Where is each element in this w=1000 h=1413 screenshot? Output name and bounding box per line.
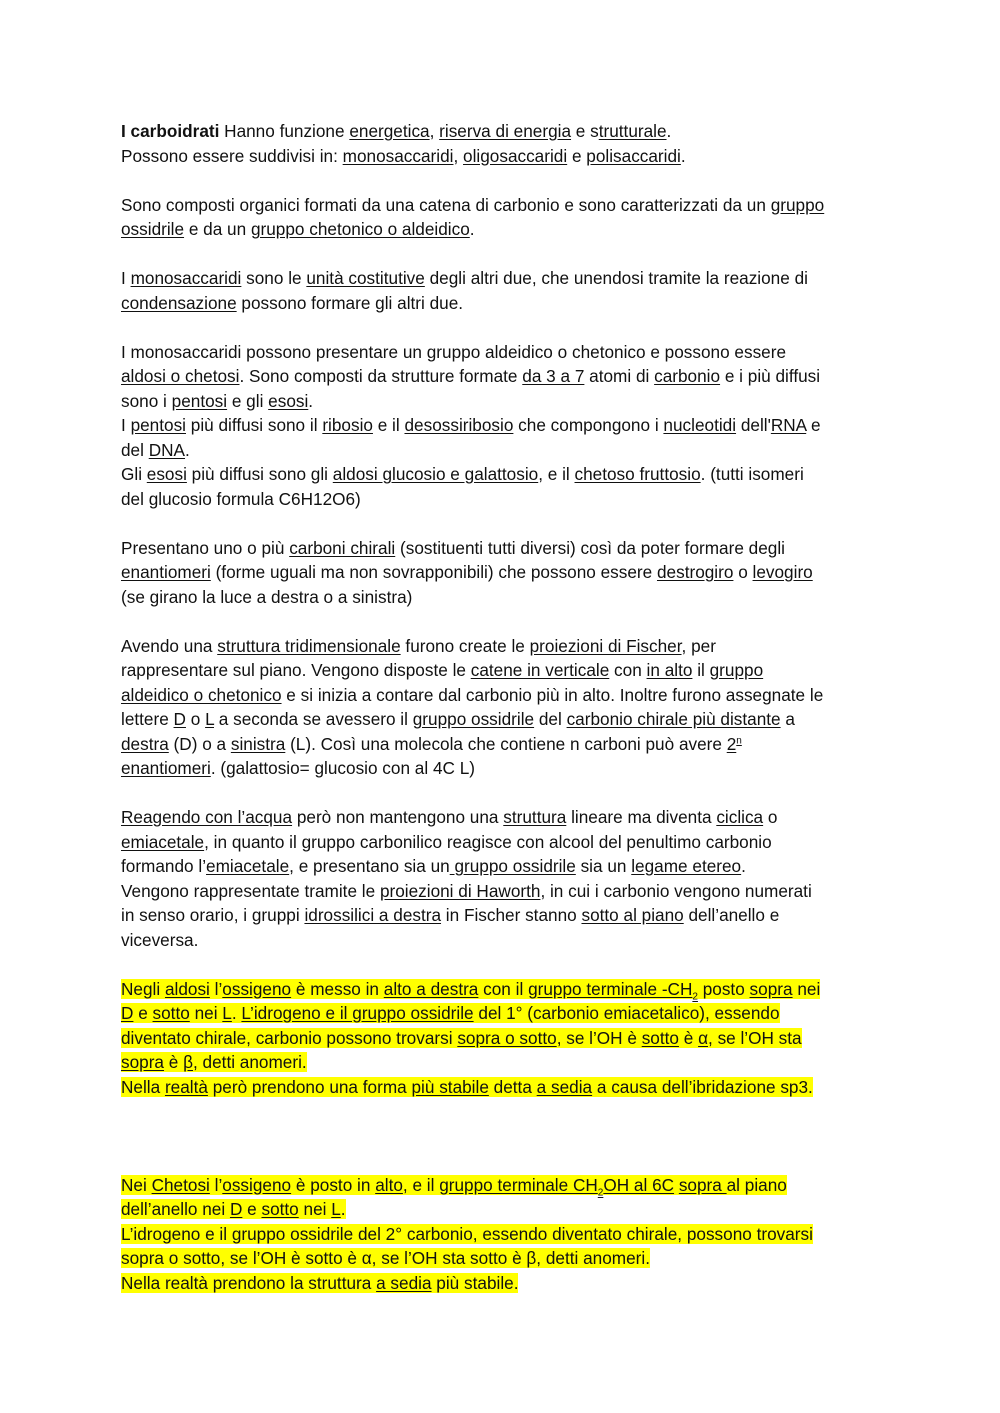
text-run: possono formare gli altri due. [236, 292, 464, 313]
underlined-term: riserva di energia [439, 121, 572, 141]
bold-heading: I carboidrati [121, 121, 220, 141]
text-line [121, 560, 891, 585]
underlined-term: α [698, 1027, 709, 1048]
text-run: lettere [121, 709, 174, 729]
underlined-term: a sedia [536, 1076, 593, 1097]
underlined-term: gruppo terminale CH [439, 1174, 598, 1195]
text-run: e [806, 415, 821, 435]
text-line [121, 977, 891, 1002]
text-run: l’ [209, 1174, 223, 1195]
text-run: Possono essere suddivisi in: [121, 145, 343, 166]
underlined-term: ossidrile [121, 219, 185, 239]
text-line [121, 364, 891, 389]
underlined-term: 2 [597, 1186, 604, 1198]
text-line [121, 879, 891, 904]
text-run: , in quanto il gruppo carbonilico reagisce con alcool del penultimo carbonio [204, 831, 772, 852]
text-run: a [780, 709, 795, 729]
text-run: e [567, 145, 587, 166]
underlined-term: gruppo chetonico o aldeidico [250, 219, 470, 239]
text-run: I [121, 415, 131, 435]
text-run: (sostituenti tutti diversi) così da poter formare degli [395, 537, 785, 558]
text-run: o [763, 807, 778, 827]
text-run: (forme uguali ma non sovrapponibili) che possono essere [210, 562, 657, 582]
underlined-term: L [222, 1003, 232, 1023]
text-run: , [429, 121, 440, 141]
underlined-term: oligosaccaridi [463, 145, 568, 166]
underlined-term: da 3 a 7 [522, 366, 585, 386]
text-run: , [453, 145, 464, 166]
text-run: formando l’ [121, 856, 207, 876]
text-run: e da un [184, 219, 251, 239]
underlined-term: esosi [146, 464, 187, 484]
underlined-term: sopra [121, 1052, 164, 1072]
paragraph-composti [121, 193, 891, 242]
text-line [121, 413, 891, 438]
text-run: l’ [209, 978, 223, 999]
text-line [121, 585, 891, 610]
text-line [121, 340, 891, 365]
text-run: , detti anomeri. [193, 1052, 307, 1072]
text-run: (D) o a [168, 733, 231, 754]
text-line [121, 462, 891, 487]
text-run: Nella [121, 1076, 165, 1097]
text-line [121, 193, 891, 218]
underlined-term: sotto [261, 1199, 299, 1219]
underlined-term: enantiomeri [121, 562, 211, 582]
text-run: posto [697, 978, 750, 999]
paragraph-aldosi [121, 977, 891, 1100]
underlined-term: desossiribosio [404, 415, 514, 435]
text-line [121, 805, 891, 830]
underlined-term: gruppo ossidrile [412, 709, 535, 729]
underlined-term: chetoso fruttosio [574, 464, 701, 484]
text-run: e si inizia a contare dal carbonio più in alto. Inoltre furono assegnate le [281, 684, 824, 705]
text-run: Presentano uno o più [121, 537, 290, 558]
underlined-term: gruppo [709, 660, 764, 680]
text-line [121, 1222, 891, 1247]
text-run: sia un [575, 856, 632, 876]
underlined-term: aldosi glucosio e galattosio [332, 464, 539, 484]
text-run: . [185, 439, 190, 460]
text-run: e [133, 1003, 153, 1023]
underlined-term: sopra o sotto [457, 1027, 557, 1048]
text-run: , e presentano sia un [289, 856, 450, 876]
underlined-term: L’idrogeno e il gruppo ossidrile [241, 1003, 474, 1023]
text-run: . [680, 145, 686, 166]
underlined-term: aldosi o chetosi [121, 366, 240, 386]
text-run: è messo in [291, 978, 384, 999]
text-run: , per [681, 635, 716, 656]
underlined-term: DNA [148, 439, 186, 460]
text-run: del [534, 709, 567, 729]
text-run: (L). Così una molecola che contiene n carboni può avere [285, 733, 727, 754]
underlined-term: proiezioni di Fischer [529, 635, 682, 656]
underlined-term: catene in verticale [470, 660, 610, 680]
text-line [121, 119, 891, 144]
underlined-term: sopra [749, 978, 793, 999]
text-run: più stabile. [431, 1272, 519, 1293]
underlined-term: condensazione [121, 292, 237, 313]
text-line [121, 1271, 891, 1296]
underlined-term: β [183, 1052, 193, 1072]
underlined-term: destrogiro [656, 562, 734, 582]
underlined-term: carbonio [654, 366, 721, 386]
underlined-term: unità costitutive [306, 268, 425, 288]
underlined-term: destra [121, 733, 169, 754]
text-run: . (galattosio= glucosio con al 4C L) [210, 758, 475, 778]
text-run: (se girano la luce a destra o a sinistra) [121, 586, 413, 607]
text-line [121, 389, 891, 414]
underlined-term: aldeidico o chetonico [121, 684, 282, 705]
underlined-term: proiezioni di Haworth [379, 880, 541, 901]
paragraph-chirali [121, 536, 891, 610]
text-run: lineare ma diventa [566, 807, 717, 827]
text-line [121, 217, 891, 242]
text-run: dell’anello e [683, 905, 780, 925]
text-run: viceversa. [121, 929, 199, 950]
text-run: nei [189, 1003, 223, 1023]
underlined-term: Reagendo con l’acqua [121, 807, 293, 827]
text-run: L’idrogeno e il gruppo ossidrile del 2° carbonio, essendo diventato chirale, possono trovarsi [121, 1223, 813, 1244]
underlined-term: carbonio chirale più distante [566, 709, 781, 729]
paragraph-haworth [121, 805, 891, 952]
text-run: detta [488, 1076, 537, 1097]
text-run: Vengono rappresentate tramite le [121, 880, 380, 901]
underlined-term: in alto [646, 660, 693, 680]
text-line [121, 1026, 891, 1051]
underlined-term: D [173, 709, 186, 729]
underlined-term: idrossilici a destra [304, 905, 442, 925]
underlined-term: n [736, 734, 742, 746]
underlined-term: ribosio [322, 415, 373, 435]
text-line [121, 438, 891, 463]
underlined-term: esosi [268, 390, 309, 411]
underlined-term: emiacetale [206, 856, 290, 876]
text-run: e il [372, 415, 405, 435]
text-line [121, 732, 891, 757]
text-run: , in cui i carbonio vengono numerati [540, 880, 812, 901]
text-line [121, 634, 891, 659]
paragraph-monosaccaridi-unita [121, 266, 891, 315]
text-line [121, 536, 891, 561]
underlined-term: a sedia [376, 1272, 432, 1293]
text-run: . Sono composti da strutture formate [239, 366, 523, 386]
text-run: è [164, 1052, 184, 1072]
text-line [121, 683, 891, 708]
text-line [121, 1050, 891, 1075]
text-line [121, 1001, 891, 1026]
underlined-term: monosaccaridi [342, 145, 454, 166]
underlined-term: pentosi [171, 390, 228, 411]
text-run: in senso orario, i gruppi [121, 905, 305, 925]
underlined-term: D [121, 1003, 134, 1023]
text-run: sono le [241, 268, 307, 288]
text-run: . [308, 390, 314, 411]
text-run: Nella realtà prendono la struttura [121, 1272, 377, 1293]
text-line [121, 756, 891, 781]
underlined-term: trutturale [598, 121, 667, 141]
text-line [121, 903, 891, 928]
underlined-term: struttura tridimensionale [217, 635, 401, 656]
document-page [121, 119, 891, 1320]
text-run: . [741, 856, 746, 876]
text-line [121, 1246, 891, 1271]
underlined-term: sotto [641, 1027, 679, 1048]
text-run: diventato chirale, carbonio possono trovarsi [121, 1027, 458, 1048]
text-line [121, 1173, 891, 1198]
underlined-term: legame etereo [631, 856, 742, 876]
text-run: I [121, 268, 131, 288]
underlined-term: D [229, 1199, 243, 1219]
underlined-term: energetica [349, 121, 430, 141]
text-run: Avendo una [121, 635, 218, 656]
paragraph-intro [121, 119, 891, 168]
underlined-term: enantiomeri [121, 758, 211, 778]
text-run: Nei [121, 1174, 152, 1195]
underlined-term: alto [375, 1174, 403, 1195]
text-run: del glucosio formula C6H12O6) [121, 488, 361, 509]
text-run: e gli [227, 390, 269, 411]
text-line [121, 854, 891, 879]
text-run: nei [298, 1199, 332, 1219]
text-run: sopra o sotto, se l’OH è sotto è α, se l’OH sta sotto è β, detti anomeri. [121, 1248, 650, 1268]
text-run: a seconda se avessero il [214, 709, 413, 729]
text-run: però non mantengono una [292, 807, 504, 827]
underlined-term: realtà [164, 1076, 208, 1097]
text-run: dell’anello nei [121, 1199, 230, 1219]
text-run: in Fischer stanno [441, 905, 582, 925]
text-run: Gli [121, 464, 147, 484]
underlined-term: 2 [726, 733, 737, 754]
underlined-term: polisaccaridi [586, 145, 681, 166]
underlined-term: più stabile [411, 1076, 489, 1097]
text-run: , e il [538, 464, 575, 484]
text-run: , se l’OH sta [708, 1027, 802, 1048]
underlined-term: 2 [692, 990, 698, 1002]
underlined-term: carboni chirali [289, 537, 396, 558]
text-run: sono i [121, 390, 172, 411]
text-run: o [733, 562, 753, 582]
text-run: degli altri due, che unendosi tramite la reazione di [424, 268, 808, 288]
text-line [121, 266, 891, 291]
paragraph-monosaccaridi-gruppi [121, 340, 891, 512]
text-run: al piano [726, 1174, 787, 1195]
text-line [121, 707, 891, 732]
text-run: nei [792, 978, 821, 999]
underlined-term: L [205, 709, 214, 729]
text-run: è [678, 1027, 699, 1048]
text-line [121, 1075, 891, 1100]
text-run: . (tutti isomeri [700, 464, 804, 484]
text-line [121, 830, 891, 855]
text-run: e s [571, 121, 599, 141]
text-line [121, 928, 891, 953]
text-line [121, 1197, 891, 1222]
underlined-term: nucleotidi [663, 415, 737, 435]
underlined-term: ossigeno [222, 978, 292, 999]
text-run: . [340, 1199, 346, 1219]
underlined-term: sinistra [230, 733, 286, 754]
text-run: . [231, 1003, 242, 1023]
text-line [121, 487, 891, 512]
underlined-term: sotto [152, 1003, 190, 1023]
underlined-term: Chetosi [151, 1174, 210, 1195]
paragraph-chetosi [121, 1173, 891, 1296]
text-run: del [121, 439, 149, 460]
text-run: , e il [402, 1174, 440, 1195]
text-line [121, 658, 891, 683]
paragraph-fischer [121, 634, 891, 781]
text-run: o [185, 709, 206, 729]
underlined-term: L [331, 1199, 341, 1219]
underlined-term: sotto al piano [581, 905, 684, 925]
text-run: a causa dell’ibridazione sp3. [592, 1076, 813, 1097]
underlined-term: sopra [678, 1174, 727, 1195]
underlined-term: gruppo ossidrile [449, 856, 576, 876]
underlined-term: ciclica [716, 807, 764, 827]
underlined-term: ossigeno [222, 1174, 292, 1195]
text-run: più diffusi sono gli [186, 464, 333, 484]
text-line [121, 144, 891, 169]
text-run: atomi di [584, 366, 655, 386]
underlined-term: gruppo [770, 194, 825, 215]
underlined-term: OH al 6C [603, 1174, 675, 1195]
text-run: dell' [736, 415, 771, 435]
underlined-term: gruppo terminale -CH [528, 978, 693, 999]
text-run: del 1° (carbonio emiacetalico), essendo [473, 1003, 780, 1023]
text-run: e [242, 1199, 262, 1219]
text-run: il [692, 660, 710, 680]
text-run: Hanno funzione [219, 121, 350, 141]
underlined-term: pentosi [130, 415, 186, 435]
text-run: però prendono una forma [207, 1076, 412, 1097]
underlined-term: levogiro [752, 562, 813, 582]
spacer [121, 1124, 891, 1173]
underlined-term: emiacetale [121, 831, 205, 852]
text-line [121, 291, 891, 316]
text-run: rappresentare sul piano. Vengono disposte le [121, 660, 471, 680]
text-run: con il [478, 978, 529, 999]
text-run: e i più diffusi [720, 366, 821, 386]
text-run: . [469, 219, 475, 239]
text-run: Sono composti organici formati da una catena di carbonio e sono caratterizzati da un [121, 194, 771, 215]
text-run: I monosaccaridi possono presentare un gruppo aldeidico o chetonico e possono essere [121, 341, 787, 362]
underlined-term: monosaccaridi [130, 268, 242, 288]
underlined-term: RNA [770, 415, 807, 435]
underlined-term: aldosi [164, 978, 210, 999]
text-run: , se l’OH è [556, 1027, 642, 1048]
text-run: furono create le [400, 635, 530, 656]
text-run: con [609, 660, 647, 680]
text-run: . [666, 121, 672, 141]
text-run: che compongono i [513, 415, 664, 435]
underlined-term: alto a destra [383, 978, 479, 999]
underlined-term: struttura [503, 807, 567, 827]
text-run: Negli [121, 978, 165, 999]
text-run: è posto in [291, 1174, 376, 1195]
text-run: più diffusi sono il [186, 415, 323, 435]
